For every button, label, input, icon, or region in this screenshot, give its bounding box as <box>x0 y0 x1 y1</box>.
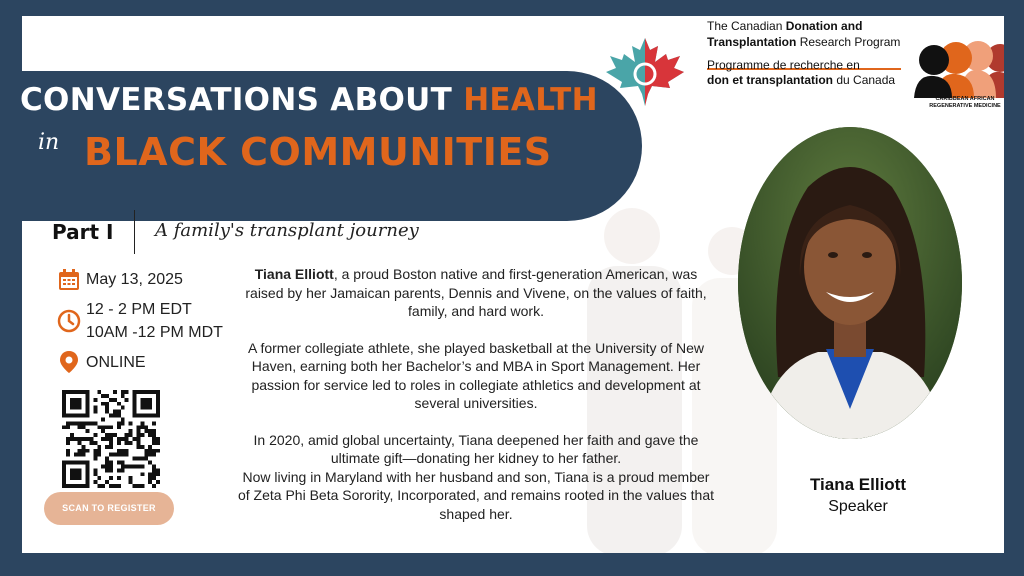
event-time-eastern: 12 - 2 PM EDT <box>86 301 192 318</box>
event-date: May 13, 2025 <box>86 271 183 288</box>
title-line1: CONVERSATIONS ABOUT HEALTH <box>20 82 598 118</box>
map-pin-icon <box>57 350 81 374</box>
org-name-line3: Programme de recherche en <box>707 58 860 72</box>
org-name-line4: don et transplantation du Canada <box>707 73 896 87</box>
clock-icon <box>57 309 81 333</box>
title-connector: in <box>38 130 60 155</box>
qr-code-icon[interactable] <box>62 390 160 488</box>
bio-paragraph-1: Tiana Elliott, a proud Boston native and first-generation American, was raised by her Jamaican parents, Dennis and Vivene, on the values of faith, family, and hard work. <box>245 266 707 319</box>
speaker-photo <box>738 127 962 439</box>
event-time-mountain: 10AM -12 PM MDT <box>86 324 223 341</box>
bio-paragraph-3: In 2020, amid global uncertainty, Tiana deepened her faith and gave the ultimate gift—donating her kidney to her father. Now living in Maryland with her husband and son, Tiana is a proud member of Zeta Phi Beta Sorority, Incorporated, and remains rooted in the values that shaped her. <box>237 431 714 522</box>
title-line2: BLACK COMMUNITIES <box>84 130 552 174</box>
bio-paragraph-2: A former collegiate athlete, she played basketball at the University of New Haven, earning both her Bachelor’s and MBA in Sport Management. Her passion for service led to roles in collegiate athletics and development at several universities. <box>247 339 705 411</box>
part-label: Part I <box>52 220 114 244</box>
silhouettes-logo <box>912 34 1004 98</box>
org-name-line2: Transplantation Research Program <box>707 35 901 49</box>
event-location: ONLINE <box>86 354 146 371</box>
speaker-bio <box>236 265 716 541</box>
calendar-icon <box>57 268 81 292</box>
speaker-name: Tiana Elliott <box>809 475 907 494</box>
org-name-line1: The Canadian Donation and <box>707 19 863 33</box>
event-subtitle: A family's transplant journey <box>155 220 419 241</box>
scan-to-register-button[interactable]: SCAN TO REGISTER <box>44 492 174 525</box>
partner-logo-text: CARIBBEAN AFRICAN REGENERATIVE MEDICINE <box>929 96 1001 109</box>
speaker-role: Speaker <box>828 498 888 515</box>
part-divider <box>134 210 135 254</box>
